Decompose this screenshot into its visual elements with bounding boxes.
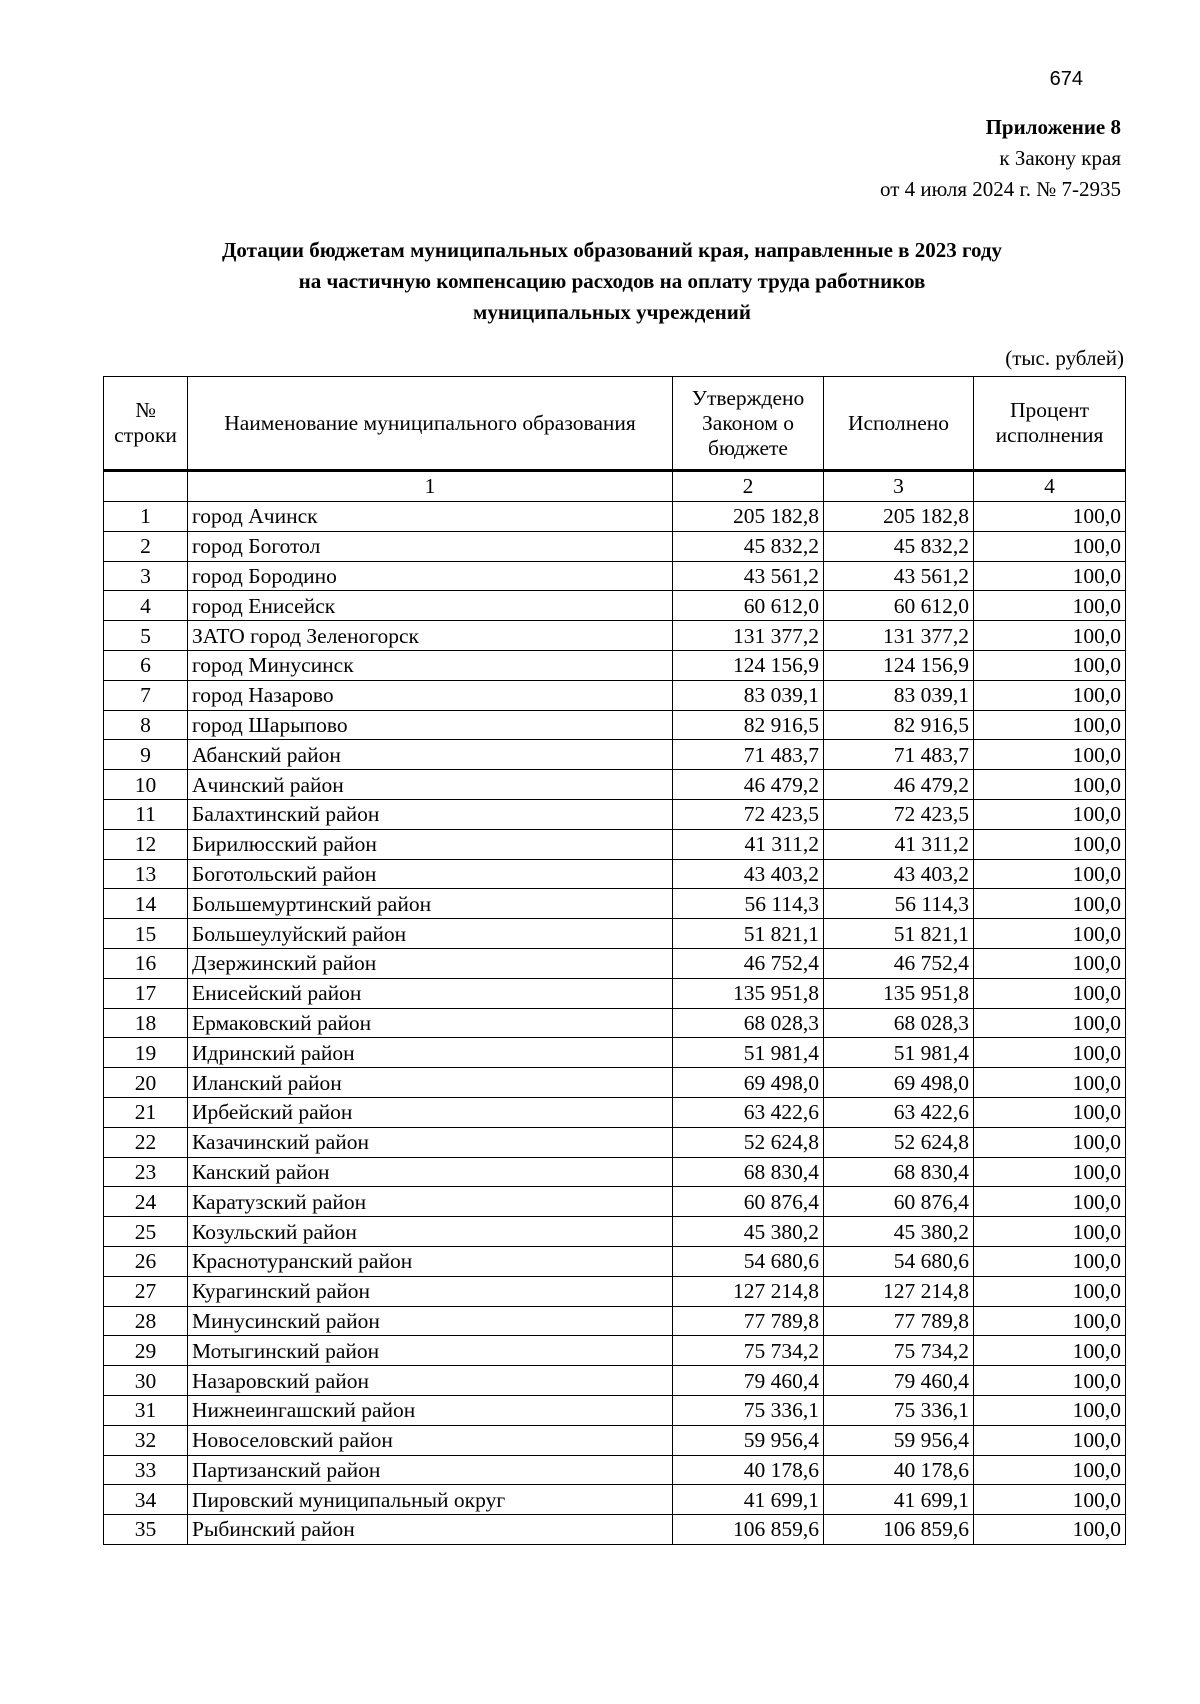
- execution-percent: 100,0: [974, 1127, 1126, 1157]
- municipality-name: Боготольский район: [188, 859, 673, 889]
- approved-amount: 41 699,1: [673, 1485, 824, 1515]
- title-line: муниципальных учреждений: [473, 300, 751, 324]
- row-number: 26: [104, 1246, 188, 1276]
- municipality-name: Назаровский район: [188, 1366, 673, 1396]
- execution-percent: 100,0: [974, 948, 1126, 978]
- row-number: 10: [104, 770, 188, 800]
- approved-amount: 79 460,4: [673, 1366, 824, 1396]
- execution-percent: 100,0: [974, 531, 1126, 561]
- table-row: [104, 1097, 1126, 1127]
- execution-percent: 100,0: [974, 561, 1126, 591]
- row-number: 30: [104, 1366, 188, 1396]
- table-row: [104, 1038, 1126, 1068]
- table-row: [104, 1306, 1126, 1336]
- column-number: [104, 471, 188, 502]
- table-row: [104, 561, 1126, 591]
- approved-amount: 60 876,4: [673, 1187, 824, 1217]
- approved-amount: 68 830,4: [673, 1157, 824, 1187]
- column-number: 3: [824, 471, 974, 502]
- execution-percent: 100,0: [974, 680, 1126, 710]
- table-row: [104, 1068, 1126, 1098]
- municipality-name: город Бородино: [188, 561, 673, 591]
- row-number: 17: [104, 978, 188, 1008]
- approved-amount: 75 336,1: [673, 1395, 824, 1425]
- approved-amount: 127 214,8: [673, 1276, 824, 1306]
- executed-amount: 45 380,2: [824, 1217, 974, 1247]
- approved-amount: 40 178,6: [673, 1455, 824, 1485]
- approved-amount: 60 612,0: [673, 591, 824, 621]
- approved-amount: 46 479,2: [673, 770, 824, 800]
- execution-percent: 100,0: [974, 1157, 1126, 1187]
- municipality-name: Краснотуранский район: [188, 1246, 673, 1276]
- municipality-name: Иланский район: [188, 1068, 673, 1098]
- header-approved: Утверждено Законом о бюджете: [673, 377, 824, 471]
- table-row: [104, 1157, 1126, 1187]
- municipality-name: Мотыгинский район: [188, 1336, 673, 1366]
- municipality-name: ЗАТО город Зеленогорск: [188, 621, 673, 651]
- executed-amount: 56 114,3: [824, 889, 974, 919]
- column-number: 2: [673, 471, 824, 502]
- executed-amount: 83 039,1: [824, 680, 974, 710]
- row-number: 8: [104, 710, 188, 740]
- execution-percent: 100,0: [974, 650, 1126, 680]
- approved-amount: 56 114,3: [673, 889, 824, 919]
- table-row: [104, 829, 1126, 859]
- approved-amount: 131 377,2: [673, 621, 824, 651]
- municipality-name: Минусинский район: [188, 1306, 673, 1336]
- row-number: 6: [104, 650, 188, 680]
- municipality-name: Абанский район: [188, 740, 673, 770]
- municipality-name: Енисейский район: [188, 978, 673, 1008]
- municipality-name: город Ачинск: [188, 502, 673, 532]
- executed-amount: 41 311,2: [824, 829, 974, 859]
- executed-amount: 82 916,5: [824, 710, 974, 740]
- municipality-name: Партизанский район: [188, 1455, 673, 1485]
- executed-amount: 41 699,1: [824, 1485, 974, 1515]
- municipality-name: город Минусинск: [188, 650, 673, 680]
- execution-percent: 100,0: [974, 770, 1126, 800]
- municipality-name: город Енисейск: [188, 591, 673, 621]
- approved-amount: 72 423,5: [673, 799, 824, 829]
- executed-amount: 77 789,8: [824, 1306, 974, 1336]
- approved-amount: 46 752,4: [673, 948, 824, 978]
- municipality-name: Дзержинский район: [188, 948, 673, 978]
- approved-amount: 71 483,7: [673, 740, 824, 770]
- approved-amount: 52 624,8: [673, 1127, 824, 1157]
- municipality-name: Ачинский район: [188, 770, 673, 800]
- municipality-name: Нижнеингашский район: [188, 1395, 673, 1425]
- execution-percent: 100,0: [974, 1306, 1126, 1336]
- row-number: 12: [104, 829, 188, 859]
- table-row: [104, 531, 1126, 561]
- municipality-name: Козульский район: [188, 1217, 673, 1247]
- table-row: [104, 978, 1126, 1008]
- municipality-name: Каратузский район: [188, 1187, 673, 1217]
- row-number: 22: [104, 1127, 188, 1157]
- column-number: 1: [188, 471, 673, 502]
- execution-percent: 100,0: [974, 1246, 1126, 1276]
- execution-percent: 100,0: [974, 1425, 1126, 1455]
- appendix-reference: [880, 112, 1121, 205]
- execution-percent: 100,0: [974, 1008, 1126, 1038]
- table-row: [104, 1485, 1126, 1515]
- execution-percent: 100,0: [974, 919, 1126, 949]
- executed-amount: 71 483,7: [824, 740, 974, 770]
- row-number: 27: [104, 1276, 188, 1306]
- row-number: 20: [104, 1068, 188, 1098]
- row-number: 4: [104, 591, 188, 621]
- approved-amount: 124 156,9: [673, 650, 824, 680]
- execution-percent: 100,0: [974, 859, 1126, 889]
- row-number: 25: [104, 1217, 188, 1247]
- execution-percent: 100,0: [974, 1485, 1126, 1515]
- approved-amount: 51 981,4: [673, 1038, 824, 1068]
- executed-amount: 75 734,2: [824, 1336, 974, 1366]
- municipality-name: город Шарыпово: [188, 710, 673, 740]
- municipality-name: Казачинский район: [188, 1127, 673, 1157]
- row-number: 34: [104, 1485, 188, 1515]
- row-number: 13: [104, 859, 188, 889]
- approved-amount: 51 821,1: [673, 919, 824, 949]
- table-row: [104, 948, 1126, 978]
- execution-percent: 100,0: [974, 1336, 1126, 1366]
- table-row: [104, 1366, 1126, 1396]
- row-number: 32: [104, 1425, 188, 1455]
- executed-amount: 60 612,0: [824, 591, 974, 621]
- municipality-name: город Назарово: [188, 680, 673, 710]
- row-number: 14: [104, 889, 188, 919]
- row-number: 31: [104, 1395, 188, 1425]
- execution-percent: 100,0: [974, 829, 1126, 859]
- title-line: на частичную компенсацию расходов на оплату труда работников: [298, 269, 926, 293]
- unit-label: (тыс. рублей): [1005, 346, 1124, 370]
- executed-amount: 43 403,2: [824, 859, 974, 889]
- table-row: [104, 1246, 1126, 1276]
- table-row: [104, 650, 1126, 680]
- appendix-date: от 4 июля 2024 г. № 7-2935: [880, 177, 1121, 201]
- row-number: 16: [104, 948, 188, 978]
- appendix-title: Приложение 8: [985, 115, 1121, 139]
- approved-amount: 68 028,3: [673, 1008, 824, 1038]
- executed-amount: 45 832,2: [824, 531, 974, 561]
- header-percent: Процент исполнения: [974, 377, 1126, 471]
- approved-amount: 43 403,2: [673, 859, 824, 889]
- table-row: [104, 621, 1126, 651]
- table-row: [104, 1217, 1126, 1247]
- document-title: [100, 235, 1124, 328]
- table-row: [104, 1395, 1126, 1425]
- execution-percent: 100,0: [974, 1038, 1126, 1068]
- execution-percent: 100,0: [974, 621, 1126, 651]
- approved-amount: 43 561,2: [673, 561, 824, 591]
- table-row: [104, 710, 1126, 740]
- executed-amount: 52 624,8: [824, 1127, 974, 1157]
- approved-amount: 59 956,4: [673, 1425, 824, 1455]
- row-number: 15: [104, 919, 188, 949]
- executed-amount: 75 336,1: [824, 1395, 974, 1425]
- table-row: [104, 859, 1126, 889]
- header-num: № строки: [104, 377, 188, 471]
- executed-amount: 43 561,2: [824, 561, 974, 591]
- executed-amount: 127 214,8: [824, 1276, 974, 1306]
- table-row: [104, 1276, 1126, 1306]
- municipality-name: Большемуртинский район: [188, 889, 673, 919]
- table-row: [104, 1336, 1126, 1366]
- approved-amount: 205 182,8: [673, 502, 824, 532]
- approved-amount: 135 951,8: [673, 978, 824, 1008]
- executed-amount: 68 028,3: [824, 1008, 974, 1038]
- municipality-name: Пировский муниципальный округ: [188, 1485, 673, 1515]
- approved-amount: 41 311,2: [673, 829, 824, 859]
- executed-amount: 68 830,4: [824, 1157, 974, 1187]
- table-row: [104, 919, 1126, 949]
- row-number: 29: [104, 1336, 188, 1366]
- subsidies-table: [103, 376, 1126, 1545]
- table-row: [104, 799, 1126, 829]
- row-number: 35: [104, 1515, 188, 1545]
- executed-amount: 131 377,2: [824, 621, 974, 651]
- executed-amount: 79 460,4: [824, 1366, 974, 1396]
- execution-percent: 100,0: [974, 1068, 1126, 1098]
- row-number: 23: [104, 1157, 188, 1187]
- executed-amount: 205 182,8: [824, 502, 974, 532]
- municipality-name: Новоселовский район: [188, 1425, 673, 1455]
- approved-amount: 63 422,6: [673, 1097, 824, 1127]
- table-row: [104, 502, 1126, 532]
- column-number: 4: [974, 471, 1126, 502]
- executed-amount: 51 821,1: [824, 919, 974, 949]
- municipality-name: Ермаковский район: [188, 1008, 673, 1038]
- executed-amount: 51 981,4: [824, 1038, 974, 1068]
- appendix-law: к Закону края: [999, 146, 1121, 170]
- table-row: [104, 1008, 1126, 1038]
- execution-percent: 100,0: [974, 1217, 1126, 1247]
- execution-percent: 100,0: [974, 502, 1126, 532]
- table-row: [104, 680, 1126, 710]
- executed-amount: 40 178,6: [824, 1455, 974, 1485]
- approved-amount: 45 832,2: [673, 531, 824, 561]
- approved-amount: 54 680,6: [673, 1246, 824, 1276]
- execution-percent: 100,0: [974, 1187, 1126, 1217]
- executed-amount: 60 876,4: [824, 1187, 974, 1217]
- table-row: [104, 889, 1126, 919]
- municipality-name: город Боготол: [188, 531, 673, 561]
- municipality-name: Балахтинский район: [188, 799, 673, 829]
- table-row: [104, 1515, 1126, 1545]
- table-row: [104, 591, 1126, 621]
- row-number: 3: [104, 561, 188, 591]
- execution-percent: 100,0: [974, 1366, 1126, 1396]
- header-name: Наименование муниципального образования: [188, 377, 673, 471]
- row-number: 2: [104, 531, 188, 561]
- table-row: [104, 740, 1126, 770]
- execution-percent: 100,0: [974, 1097, 1126, 1127]
- execution-percent: 100,0: [974, 591, 1126, 621]
- executed-amount: 124 156,9: [824, 650, 974, 680]
- row-number: 18: [104, 1008, 188, 1038]
- table-row: [104, 1187, 1126, 1217]
- page-number: 674: [1049, 68, 1083, 90]
- table-row: [104, 1425, 1126, 1455]
- executed-amount: 46 479,2: [824, 770, 974, 800]
- row-number: 1: [104, 502, 188, 532]
- executed-amount: 63 422,6: [824, 1097, 974, 1127]
- row-number: 9: [104, 740, 188, 770]
- municipality-name: Идринский район: [188, 1038, 673, 1068]
- row-number: 24: [104, 1187, 188, 1217]
- municipality-name: Рыбинский район: [188, 1515, 673, 1545]
- execution-percent: 100,0: [974, 1395, 1126, 1425]
- approved-amount: 77 789,8: [673, 1306, 824, 1336]
- execution-percent: 100,0: [974, 889, 1126, 919]
- header-executed: Исполнено: [824, 377, 974, 471]
- approved-amount: 106 859,6: [673, 1515, 824, 1545]
- row-number: 28: [104, 1306, 188, 1336]
- executed-amount: 54 680,6: [824, 1246, 974, 1276]
- execution-percent: 100,0: [974, 799, 1126, 829]
- execution-percent: 100,0: [974, 740, 1126, 770]
- approved-amount: 75 734,2: [673, 1336, 824, 1366]
- row-number: 19: [104, 1038, 188, 1068]
- execution-percent: 100,0: [974, 1515, 1126, 1545]
- municipality-name: Большеулуйский район: [188, 919, 673, 949]
- executed-amount: 59 956,4: [824, 1425, 974, 1455]
- row-number: 7: [104, 680, 188, 710]
- approved-amount: 45 380,2: [673, 1217, 824, 1247]
- municipality-name: Канский район: [188, 1157, 673, 1187]
- execution-percent: 100,0: [974, 1455, 1126, 1485]
- executed-amount: 106 859,6: [824, 1515, 974, 1545]
- approved-amount: 69 498,0: [673, 1068, 824, 1098]
- executed-amount: 69 498,0: [824, 1068, 974, 1098]
- executed-amount: 72 423,5: [824, 799, 974, 829]
- municipality-name: Ирбейский район: [188, 1097, 673, 1127]
- executed-amount: 135 951,8: [824, 978, 974, 1008]
- municipality-name: Бирилюсский район: [188, 829, 673, 859]
- approved-amount: 82 916,5: [673, 710, 824, 740]
- execution-percent: 100,0: [974, 710, 1126, 740]
- execution-percent: 100,0: [974, 1276, 1126, 1306]
- table-row: [104, 1127, 1126, 1157]
- approved-amount: 83 039,1: [673, 680, 824, 710]
- municipality-name: Курагинский район: [188, 1276, 673, 1306]
- execution-percent: 100,0: [974, 978, 1126, 1008]
- row-number: 33: [104, 1455, 188, 1485]
- row-number: 11: [104, 799, 188, 829]
- table-row: [104, 770, 1126, 800]
- row-number: 5: [104, 621, 188, 651]
- table-row: [104, 1455, 1126, 1485]
- row-number: 21: [104, 1097, 188, 1127]
- executed-amount: 46 752,4: [824, 948, 974, 978]
- title-line: Дотации бюджетам муниципальных образований края, направленные в 2023 году: [221, 238, 1003, 262]
